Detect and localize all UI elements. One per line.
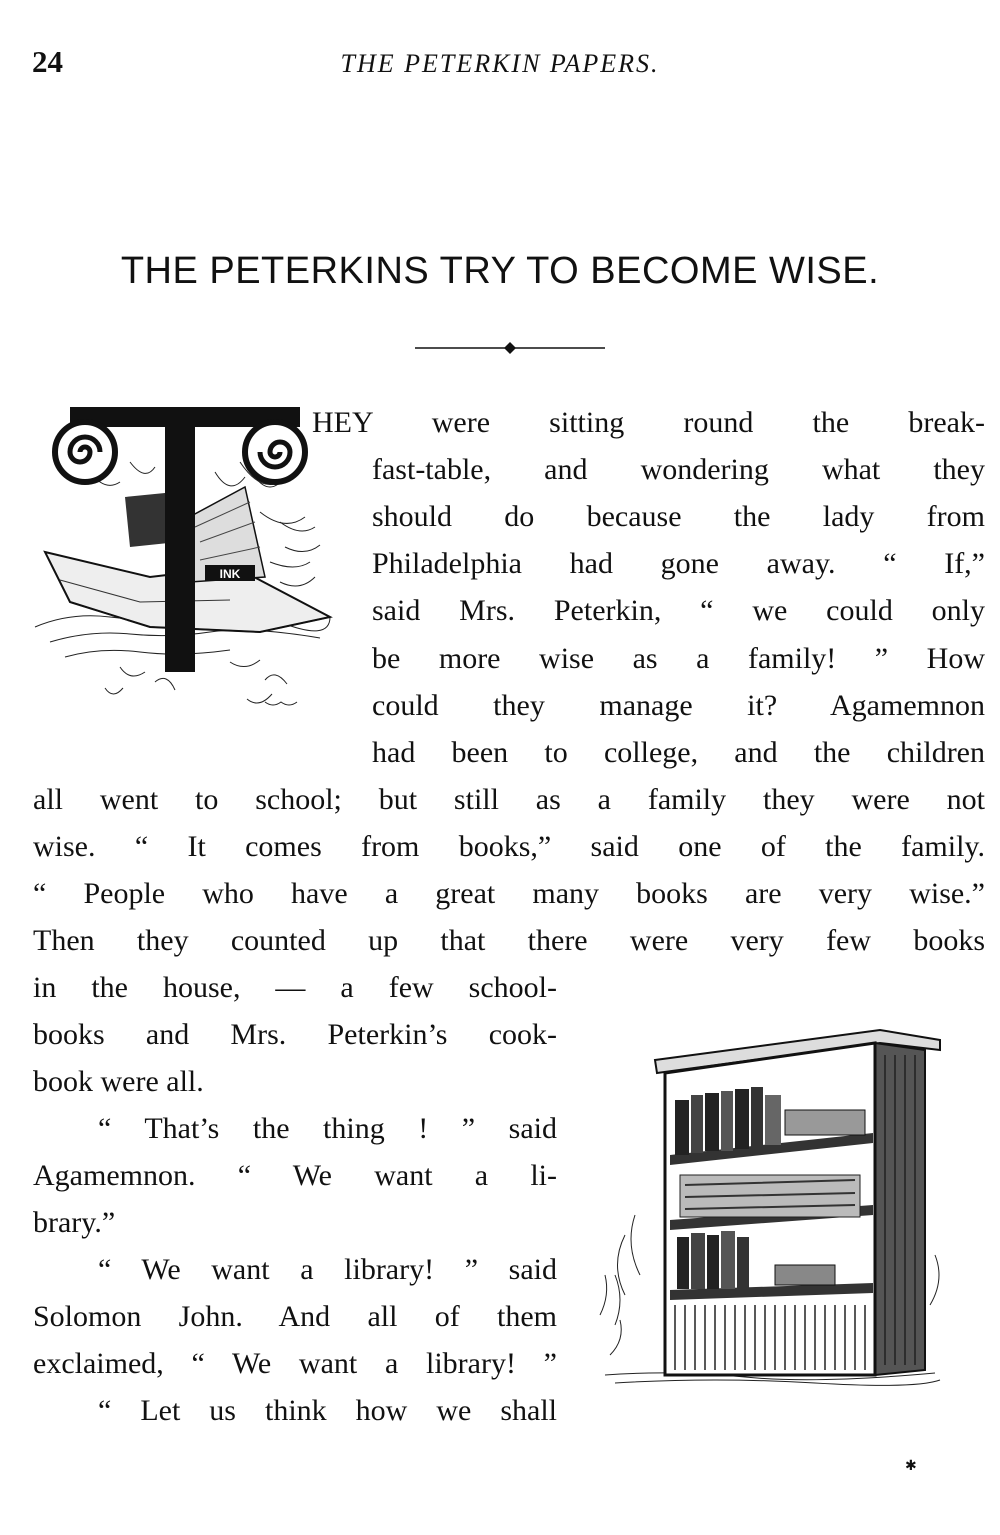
text-line: fast-table, and wondering what they [372, 453, 985, 486]
text-line: said Mrs. Peterkin, “ we could only [372, 594, 985, 627]
text-line: “ That’s the thing ! ” said [98, 1112, 557, 1145]
text-line: Agamemnon. “ We want a li- [33, 1159, 557, 1192]
text-line: wise. “ It comes from books,” said one of the family. [33, 830, 985, 863]
text-line: brary.” [33, 1206, 116, 1239]
page-number: 24 [32, 44, 63, 79]
text-line: could they manage it? Agamemnon [372, 689, 985, 722]
running-title: THE PETERKIN PAPERS. [340, 49, 660, 78]
text-line: Philadelphia had gone away. “ If,” [372, 547, 985, 580]
text-line: all went to school; but still as a family they were not [33, 783, 985, 816]
bookcase-icon [595, 1015, 950, 1390]
text-line: “ People who have a great many books are very wise.” [33, 877, 985, 910]
text-line: had been to college, and the children [372, 736, 985, 769]
print-speck: ✱ [905, 1458, 917, 1474]
text-line: book were all. [33, 1065, 204, 1098]
text-line: in the house, — a few school- [33, 971, 557, 1004]
text-line: be more wise as a family! ” How [372, 642, 985, 675]
text-line: Then they counted up that there were very few books [33, 924, 985, 957]
text-line: books and Mrs. Peterkin’s cook- [33, 1018, 557, 1051]
dropcap-illustration [30, 402, 340, 732]
chapter-title: THE PETERKINS TRY TO BECOME WISE. [120, 250, 880, 292]
text-line: “ Let us think how we shall [98, 1394, 557, 1427]
text-line: “ We want a library! ” said [98, 1253, 557, 1286]
text-line: should do because the lady from [372, 500, 985, 533]
text-line: exclaimed, “ We want a library! ” [33, 1347, 557, 1380]
diamond-rule-icon [410, 338, 610, 358]
text-line: HEY were sitting round the break- [312, 406, 985, 439]
boat-sign-text: INK [219, 567, 241, 581]
text-line: Solomon John. And all of them [33, 1300, 557, 1333]
